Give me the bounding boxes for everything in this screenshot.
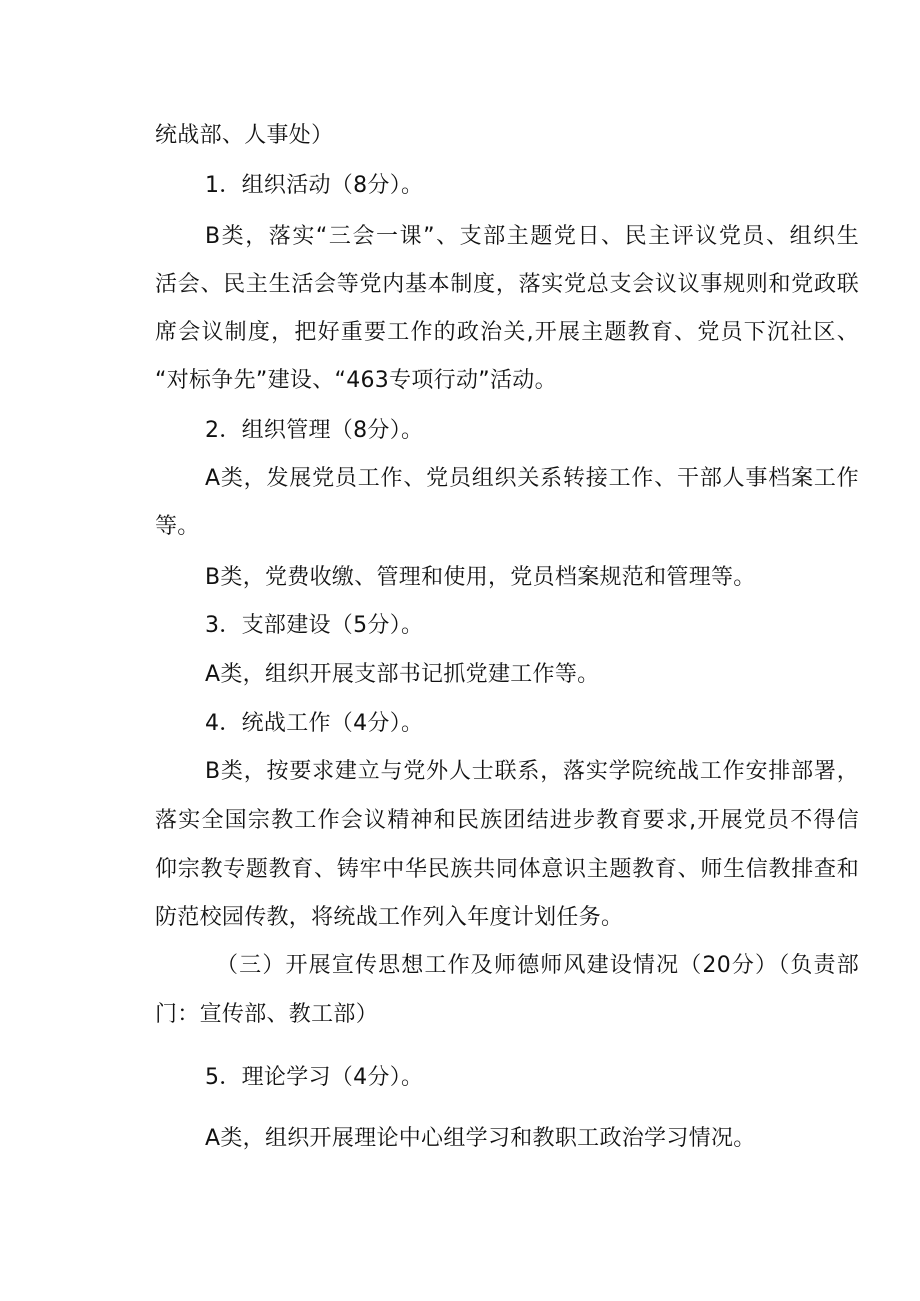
item-5-a-line: A类，组织开展理论中心组学习和教职工政治学习情况。 (205, 1126, 756, 1151)
item-5-heading: 5．理论学习（4分）。 (205, 1065, 424, 1090)
item-1-b-line-2: 活会、民主生活会等党内基本制度，落实党总支会议议事规则和党政联 (155, 272, 859, 297)
item-3-heading: 3．支部建设（5分）。 (205, 613, 424, 638)
intro-tail: 统战部、人事处） (155, 123, 334, 148)
item-4-b-line-4: 防范校园传教，将统战工作列入年度计划任务。 (155, 905, 624, 930)
section-3-heading-line-2: 门：宣传部、教工部） (155, 1002, 379, 1027)
item-2-a-line-2: 等。 (155, 514, 200, 539)
section-3-heading-line-1: （三）开展宣传思想工作及师德师风建设情况（20分）（负责部 (216, 953, 859, 978)
item-2-a-line-1: A类，发展党员工作、党员组织关系转接工作、干部人事档案工作 (205, 466, 859, 491)
item-1-heading: 1．组织活动（8分）。 (205, 173, 424, 198)
item-1-b-line-3: 席会议制度，把好重要工作的政治关,开展主题教育、党员下沉社区、 (155, 320, 859, 345)
item-3-a-line: A类，组织开展支部书记抓党建工作等。 (205, 662, 600, 687)
item-1-b-line-1: B类，落实“三会一课”、支部主题党日、民主评议党员、组织生 (205, 224, 859, 249)
item-1-b-line-4: “对标争先”建设、“463专项行动”活动。 (155, 368, 557, 393)
item-4-heading: 4．统战工作（4分）。 (205, 711, 424, 736)
item-2-heading: 2．组织管理（8分）。 (205, 418, 424, 443)
item-4-b-line-2: 落实全国宗教工作会议精神和民族团结进步教育要求,开展党员不得信 (155, 808, 859, 833)
item-4-b-line-1: B类，按要求建立与党外人士联系，落实学院统战工作安排部署， (205, 759, 859, 784)
item-2-b-line: B类，党费收缴、管理和使用，党员档案规范和管理等。 (205, 565, 756, 590)
item-4-b-line-3: 仰宗教专题教育、铸牢中华民族共同体意识主题教育、师生信教排查和 (155, 857, 859, 882)
